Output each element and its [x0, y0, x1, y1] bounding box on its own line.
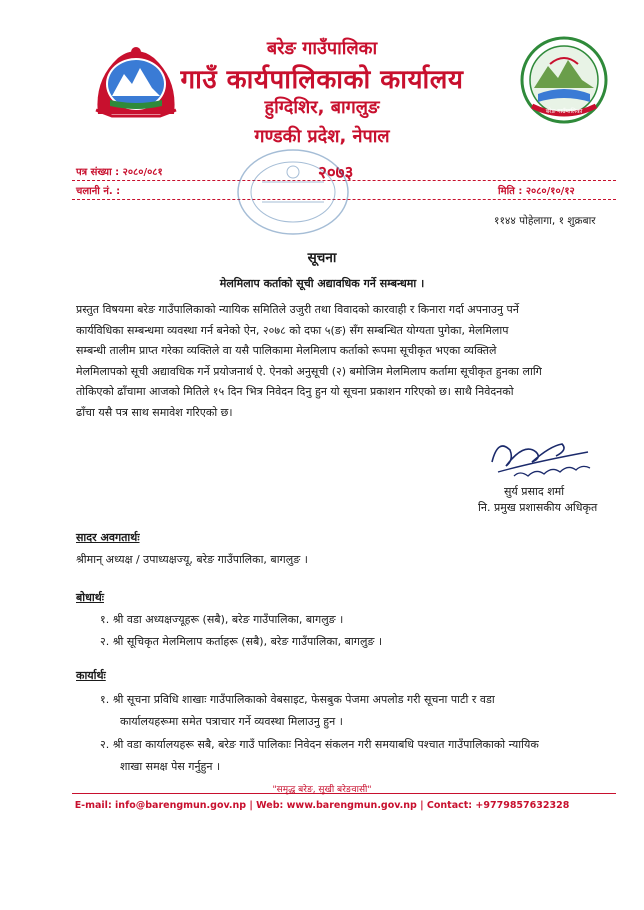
notice-line: तोकिएको ढाँचामा आजको मितिले १५ दिन भित्र निवेदन दिनु हुन यो सूचना प्रकाशन गरिएको छ। साथै निवेदनको	[76, 385, 514, 398]
province-name: गण्डकी प्रदेश, नेपाल	[254, 126, 390, 147]
letter-number-value: २०८०/०८१	[122, 167, 163, 178]
notice-line: प्रस्तुत विषयमा बरेङ गाउँपालिकाको न्यायिक समितिले उजुरी तथा विवादको कारवाही र किनारा गर्दा अपनाउनु पर्ने	[76, 303, 519, 316]
footer-rule	[72, 793, 616, 794]
list-item: १. श्री सूचना प्रविधि शाखाः गाउँपालिकाको वेबसाइट, फेसबुक पेजमा अपलोड गरी सूचना पाटी र वडा	[100, 693, 495, 706]
notice-line: मेलमिलापको सूची अद्यावधिक गर्ने प्रयोजनार्थ ऐ. ऐनको अनुसूची (२) बमोजिम मेलमिलाप कर्तामा सूचीकृत हुनका लागि	[76, 364, 542, 378]
list-item: १. श्री वडा अध्यक्षज्यूहरू (सबै), बरेङ गाउँपालिका, बागलुङ ।	[100, 613, 344, 626]
footer-contact: E-mail: info@barengmun.gov.np | Web: www.barengmun.gov.np | Contact: +9779857632328	[74, 800, 570, 811]
dispatch-number	[76, 183, 120, 197]
letter-number	[76, 164, 163, 178]
office-name: गाउँ कार्यपालिकाको कार्यालय	[180, 65, 464, 95]
office-stamp-icon	[232, 142, 354, 242]
section-heading-bodhartha: बोधार्थः	[76, 591, 104, 604]
list-item: २. श्री सूचिकृत मेलमिलाप कर्ताहरू (सबै), बरेङ गाउँपालिका, बागलुङ ।	[100, 635, 383, 648]
section-heading-karyartha: कार्यार्थः	[76, 669, 106, 682]
list-item-continued: शाखा समक्ष पेस गर्नुहुन ।	[120, 760, 221, 773]
nepal-sambat-date: ११४४ पोहेलागा, १ शुक्रबार	[494, 215, 596, 227]
letter-date-label: मिति :	[498, 186, 523, 197]
handwritten-signature-icon	[484, 432, 604, 484]
letter-date	[498, 183, 575, 197]
notice-line: सम्बन्धी तालीम प्राप्त गरेका व्यक्तिले वा यसै पालिकामा मेलमिलाप कर्ताको रूपमा सूचीकृत भएका व्यक्तिले	[76, 344, 497, 357]
logo-text: बरेङ गाउँपालिका	[545, 108, 583, 115]
signatory-designation: नि. प्रमुख प्रशासकीय अधिकृत	[478, 501, 598, 514]
municipality-name: बरेङ गाउँपालिका	[266, 38, 378, 59]
sadar-recipient: श्रीमान् अध्यक्ष / उपाध्यक्षज्यू, बरेङ गाउँपालिका, बागलुङ ।	[76, 553, 308, 566]
establishment-year: २०७३	[318, 163, 354, 183]
notice-title: सूचना	[307, 250, 337, 266]
list-item-continued: कार्यालयहरूमा समेत पत्राचार गर्ने व्यवस्था मिलाउनु हुन ।	[120, 715, 343, 728]
letter-date-value: २०८०/१०/१२	[525, 186, 575, 197]
footer-slogan: "समृद्ध बरेङ, सुखी बरेङवासी"	[272, 785, 372, 795]
letter-number-label: पत्र संख्या :	[76, 167, 120, 178]
notice-subject: मेलमिलाप कर्ताको सूची अद्यावधिक गर्ने सम्बन्धमा ।	[219, 277, 425, 290]
notice-body	[76, 300, 620, 423]
list-item: २. श्री वडा कार्यालयहरू सबै, बरेङ गाउँ पालिकाः निवेदन संकलन गरी समयाबधि पश्चात गाउँपालिकाको न्यायिक	[100, 738, 539, 751]
signatory-name: सुर्य प्रसाद शर्मा	[504, 485, 565, 498]
office-location: हुग्दिशिर, बागलुङ	[264, 97, 380, 118]
section-heading-sadar: सादर अवगतार्थः	[76, 531, 140, 544]
notice-line: ढाँचा यसै पत्र साथ समावेश गरिएको छ।	[76, 405, 233, 419]
notice-line: कार्यविधिका सम्बन्धमा व्यवस्था गर्न बनेको ऐन, २०७८ को दफा ५(ङ) सँग सम्बन्धित योग्यता पुगेका, मेलमिलाप	[76, 323, 509, 337]
dispatch-number-label: चलानी नं. :	[76, 186, 121, 197]
